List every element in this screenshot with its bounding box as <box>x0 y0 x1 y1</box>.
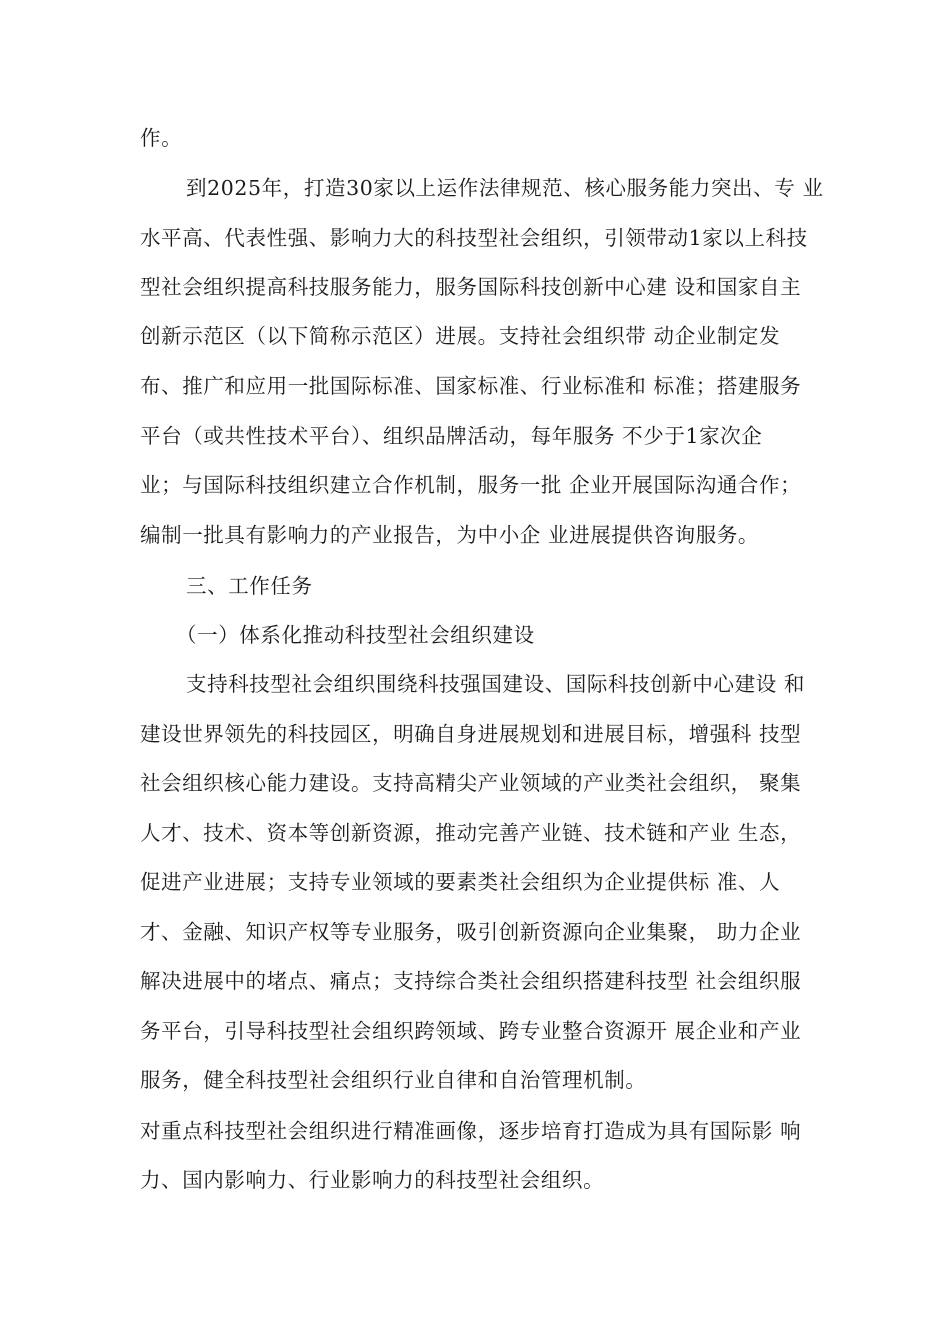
paragraph-line: 促进产业进展；支持专业领域的要素类社会组织为企业提供标 准、人 <box>140 870 781 894</box>
paragraph-line: 作。 <box>140 126 183 150</box>
paragraph-line: 到2025年，打造30家以上运作法律规范、核心服务能力突出、专 业 <box>186 176 824 200</box>
paragraph-line: 平台（或共性技术平台）、组织品牌活动，每年服务 不少于1家次企 <box>140 424 763 448</box>
paragraph-line: 业；与国际科技组织建立合作机制，服务一批 企业开展国际沟通合作； <box>140 473 802 497</box>
paragraph-line: 力、国内影响力、行业影响力的科技型社会组织。 <box>140 1168 605 1192</box>
paragraph-line: 务平台，引导科技型社会组织跨领域、跨专业整合资源开 展企业和产业 <box>140 1019 802 1043</box>
paragraph-line: 解决进展中的堵点、痛点；支持综合类社会组织搭建科技型 社会组织服 <box>140 969 802 993</box>
paragraph-line: 建设世界领先的科技园区，明确自身进展规划和进展目标，增强科 技型 <box>140 722 802 746</box>
paragraph-line: 编制一批具有影响力的产业报告，为中小企 业进展提供咨询服务。 <box>140 523 760 547</box>
paragraph-line: 才、金融、知识产权等专业服务，吸引创新资源向企业集聚， 助力企业 <box>140 920 802 944</box>
paragraph-line: 支持科技型社会组织围绕科技强国建设、国际科技创新中心建设 和 <box>186 672 806 696</box>
paragraph-line: 社会组织核心能力建设。支持高精尖产业领域的产业类社会组织， 聚集 <box>140 771 802 795</box>
paragraph-line: 服务，健全科技型社会组织行业自律和自治管理机制。 <box>140 1068 647 1092</box>
paragraph-line: 对重点科技型社会组织进行精准画像，逐步培育打造成为具有国际影 响 <box>140 1119 802 1143</box>
paragraph-line: 型社会组织提高科技服务能力，服务国际科技创新中心建 设和国家自主 <box>140 275 802 299</box>
section-heading: 三、工作任务 <box>186 574 313 598</box>
paragraph-line: 创新示范区（以下简称示范区）进展。支持社会组织带 动企业制定发 <box>140 324 781 348</box>
paragraph-line: 布、推广和应用一批国际标准、国家标准、行业标准和 标准；搭建服务 <box>140 374 802 398</box>
subsection-heading: （一）体系化推动科技型社会组织建设 <box>176 623 535 647</box>
paragraph-line: 人才、技术、资本等创新资源，推动完善产业链、技术链和产业 生态， <box>140 821 802 845</box>
paragraph-line: 水平高、代表性强、影响力大的科技型社会组织，引领带动1家以上科技 <box>140 226 808 250</box>
